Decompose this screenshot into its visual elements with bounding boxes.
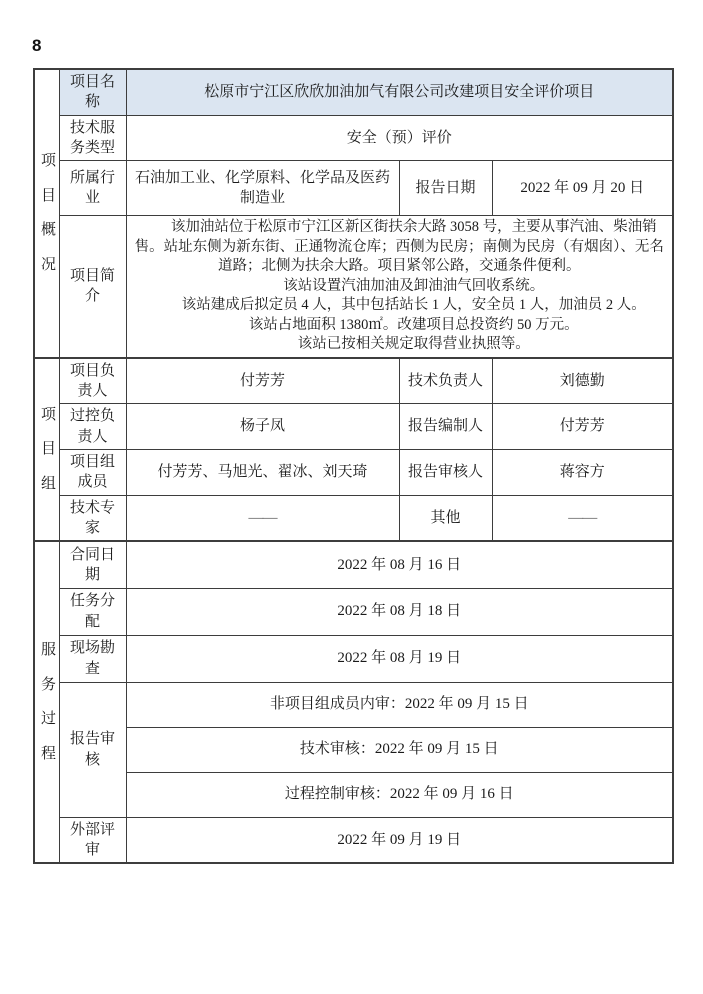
task-assignment-value: 2022 年 08 月 18 日 [126, 588, 673, 635]
task-assignment-label: 任务分配 [59, 588, 126, 635]
external-review-label: 外部评审 [59, 817, 126, 863]
row-process-control-review [34, 772, 673, 817]
row-industry [34, 161, 673, 216]
summary-label: 项目简介 [59, 216, 126, 358]
row-team-members [34, 450, 673, 496]
row-project-leader [34, 358, 673, 404]
team-row-value: 付芳芳 [126, 358, 399, 404]
team-row-label2: 报告审核人 [399, 450, 492, 496]
industry-value: 石油加工业、化学原料、化学品及医药制造业 [126, 161, 399, 216]
row-internal-review [34, 682, 673, 727]
team-row-label2: 其他 [399, 495, 492, 541]
group-team-label: 项目组 [41, 406, 57, 492]
row-contract-date [34, 541, 673, 588]
page-number: 8 [32, 36, 42, 55]
service-type-value: 安全（预）评价 [126, 115, 673, 161]
summary-paragraph: 该加油站位于松原市宁江区新区街扶余大路 3058 号，主要从事汽油、柴油销售。站址东侧为新东街、正通物流仓库；西侧为民房；南侧为民房（有烟囱）、无名道路；北侧为扶余大路。项目紧邻公路，交通条件便利。 [134, 219, 664, 274]
group-overview [34, 69, 59, 358]
report-date-value: 2022 年 09 月 20 日 [492, 161, 673, 216]
contract-date-value: 2022 年 08 月 16 日 [126, 541, 673, 588]
row-summary [34, 216, 673, 358]
team-row-label2: 报告编制人 [399, 404, 492, 450]
summary-paragraph: 该站设置汽油加油及卸油油气回收系统。 [283, 277, 545, 294]
external-review-value: 2022 年 09 月 19 日 [126, 817, 673, 863]
service-type-label: 技术服务类型 [59, 115, 126, 161]
row-external-review [34, 817, 673, 863]
team-row-label: 项目组成员 [59, 450, 126, 496]
project-name-value: 松原市宁江区欣欣加油加气有限公司改建项目安全评价项目 [126, 69, 673, 115]
group-overview-label: 项目概况 [41, 153, 57, 273]
team-row-value: 付芳芳、马旭光、翟冰、刘天琦 [126, 450, 399, 496]
team-row-value2: 蒋容方 [492, 450, 673, 496]
team-row-value: —— [126, 495, 399, 541]
industry-label: 所属行业 [59, 161, 126, 216]
report-review-label: 报告审核 [59, 682, 126, 817]
project-name-label: 项目名称 [59, 69, 126, 115]
row-technical-review [34, 727, 673, 772]
summary-value [126, 216, 673, 358]
row-process-control-leader [34, 404, 673, 450]
summary-paragraph: 该站占地面积 1380㎡。改建项目总投资约 50 万元。 [248, 316, 579, 333]
site-survey-label: 现场勘查 [59, 635, 126, 682]
row-service-type [34, 115, 673, 161]
team-row-label: 技术专家 [59, 495, 126, 541]
summary-paragraph: 该站已按相关规定取得营业执照等。 [297, 336, 530, 352]
team-row-value2: 付芳芳 [492, 404, 673, 450]
summary-paragraph: 该站建成后拟定员 4 人，其中包括站长 1 人，安全员 1 人，加油员 2 人。 [181, 297, 646, 313]
row-site-survey [34, 635, 673, 682]
internal-review-value: 非项目组成员内审：2022 年 09 月 15 日 [126, 682, 673, 727]
site-survey-value: 2022 年 08 月 19 日 [126, 635, 673, 682]
group-process-label: 服务过程 [41, 642, 57, 762]
group-team [34, 358, 59, 542]
report-date-label: 报告日期 [399, 161, 492, 216]
team-row-value2: —— [492, 495, 673, 541]
row-project-name [34, 69, 673, 115]
contract-date-label: 合同日期 [59, 541, 126, 588]
row-task-assignment [34, 588, 673, 635]
team-row-label2: 技术负责人 [399, 358, 492, 404]
team-row-value2: 刘德勤 [492, 358, 673, 404]
team-row-label: 过控负责人 [59, 404, 126, 450]
technical-review-value: 技术审核：2022 年 09 月 15 日 [126, 727, 673, 772]
team-row-value: 杨子凤 [126, 404, 399, 450]
team-row-label: 项目负责人 [59, 358, 126, 404]
group-process [34, 541, 59, 863]
process-control-review-value: 过程控制审核：2022 年 09 月 16 日 [126, 772, 673, 817]
row-technical-experts [34, 495, 673, 541]
project-info-table [33, 68, 674, 864]
